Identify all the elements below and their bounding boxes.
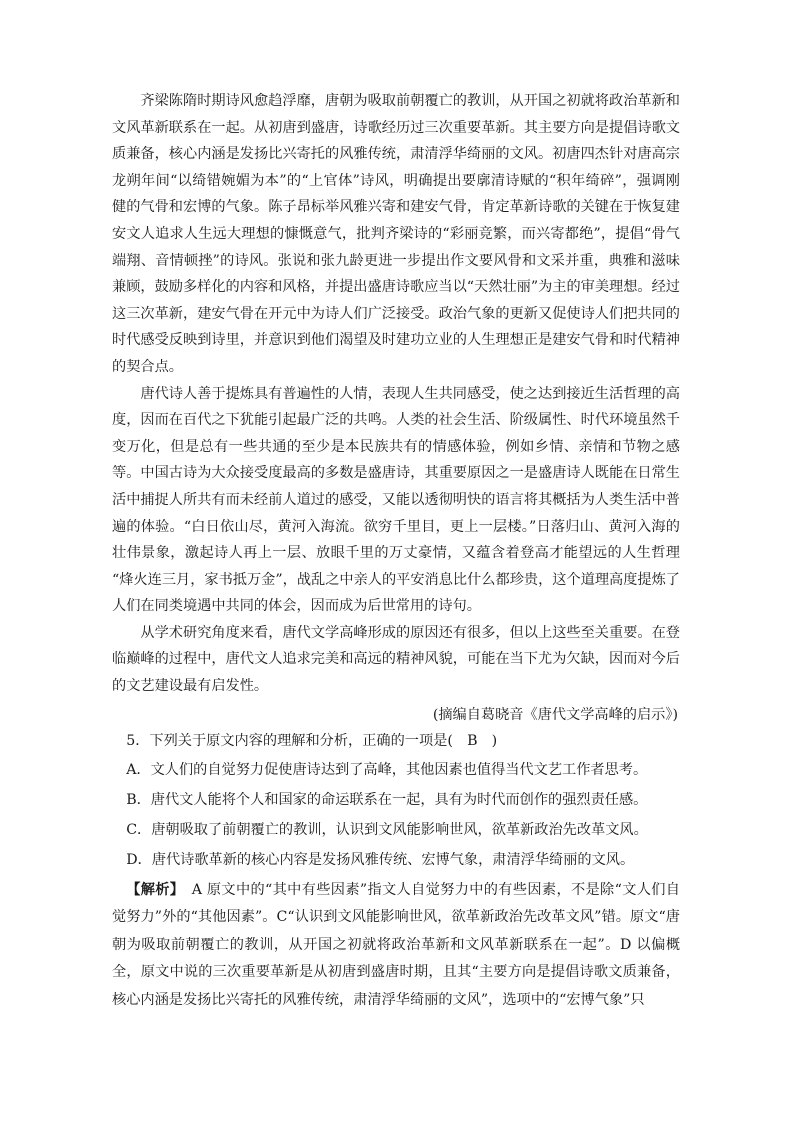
option-a: A．文人们的自觉努力促使唐诗达到了高峰，其他因素也值得当代文艺工作者思考。 [126, 761, 648, 778]
passage-source: (摘编自葛晓音《唐代文学高峰的启示》) [432, 706, 678, 723]
option-c: C．唐朝吸取了前朝覆亡的教训，认识到文风能影响世风，欲革新政治先改革文风。 [126, 821, 648, 838]
passage-paragraph-2: 唐代诗人善于提炼具有普遍性的人情，表现人生共同感受，使之达到接近生活哲理的高度，因而在百代之下犹能引起最广泛的共鸣。人类的社会生活、阶级属性、时代环境虽然千变万化，但是总有一些共通的至少是本民族共有的情感体验，例如乡情、亲情和节物之感等。中国古诗为大众接受度最高的多数是盛唐诗，其重要原因之一是盛唐诗人既能在日常生活中捕捉人所共有而未经前人道过的感受，又能以透彻明快的语言将其概括为人类生活中普遍的体验。“白日依山尽，黄河入海流。欲穷千里目，更上一层楼。”日落归山、黄河入海的壮伟景象，激起诗人再上一层、放眼千里的万丈豪情，又蕴含着登高才能望远的人生哲理 “烽火连三月，家书抵万金”，战乱之中亲人的平安消息比什么都珍贵，这个道理高度提炼了人们在同类境遇中共同的体会，因而成为后世常用的诗句。 [112, 385, 680, 615]
question-stem: 5．下列关于原文内容的理解和分析，正确的一项是( B ) [126, 733, 498, 750]
option-d: D．唐代诗歌革新的核心内容是发扬风雅传统、宏博气象，肃清浮华绮丽的文风。 [126, 851, 635, 868]
analysis-block [112, 877, 680, 1015]
document-page [112, 88, 680, 1014]
analysis-text: A 原文中的“其中有些因素”指文人自觉努力中的有些因素，不是除“文人们自觉努力”外的“其他因素”。C“认识到文风能影响世风，欲革新政治先改革文风”错。原文“唐朝为吸取前朝覆亡的教训，从开国之初就将政治革新和文风革新联系在一起”。D 以偏概全，原文中说的三次重要革新是从初唐到盛唐时期，且其“主要方向是提倡诗歌文质兼备，核心内涵是发扬比兴寄托的风雅传统，肃清浮华绮丽的文风”，选项中的“宏博气象”只 [112, 881, 681, 1008]
option-b: B．唐代文人能将个人和国家的命运联系在一起，具有为时代而创作的强烈责任感。 [126, 791, 648, 808]
passage-paragraph-1: 齐梁陈隋时期诗风愈趋浮靡，唐朝为吸取前朝覆亡的教训，从开国之初就将政治革新和文风革新联系在一起。从初唐到盛唐，诗歌经历过三次重要革新。其主要方向是提倡诗歌文质兼备，核心内涵是发扬比兴寄托的风雅传统，肃清浮华绮丽的文风。初唐四杰针对唐高宗龙朔年间“以绮错婉媚为本”的“上官体”诗风，明确提出要廓清诗赋的“积年绮碎”，强调刚健的气骨和宏博的气象。陈子昂标举风雅兴寄和建安气骨，肯定革新诗歌的关键在于恢复建安文人追求人生远大理想的慷慨意气，批判齐梁诗的“彩丽竞繁，而兴寄都绝”，提倡“骨气端翔、音情顿挫”的诗风。张说和张九龄更进一步提出作文要风骨和文采并重，典雅和滋味兼顾，鼓励多样化的内容和风格，并提出盛唐诗歌应当以“天然壮丽”为主的审美理想。经过这三次革新，建安气骨在开元中为诗人们广泛接受。政治气象的更新又促使诗人们把共同的时代感受反映到诗里，并意识到他们渴望及时建功立业的人生理想正是建安气骨和时代精神的契合点。 [112, 93, 680, 375]
passage-paragraph-3: 从学术研究角度来看，唐代文学高峰形成的原因还有很多，但以上这些至关重要。在登临巅峰的过程中，唐代文人追求完美和高远的精神风貌，可能在当下尤为欠缺，因而对今后的文艺建设最有启发性。 [112, 624, 680, 695]
analysis-tag: 【解析】 [126, 881, 178, 898]
